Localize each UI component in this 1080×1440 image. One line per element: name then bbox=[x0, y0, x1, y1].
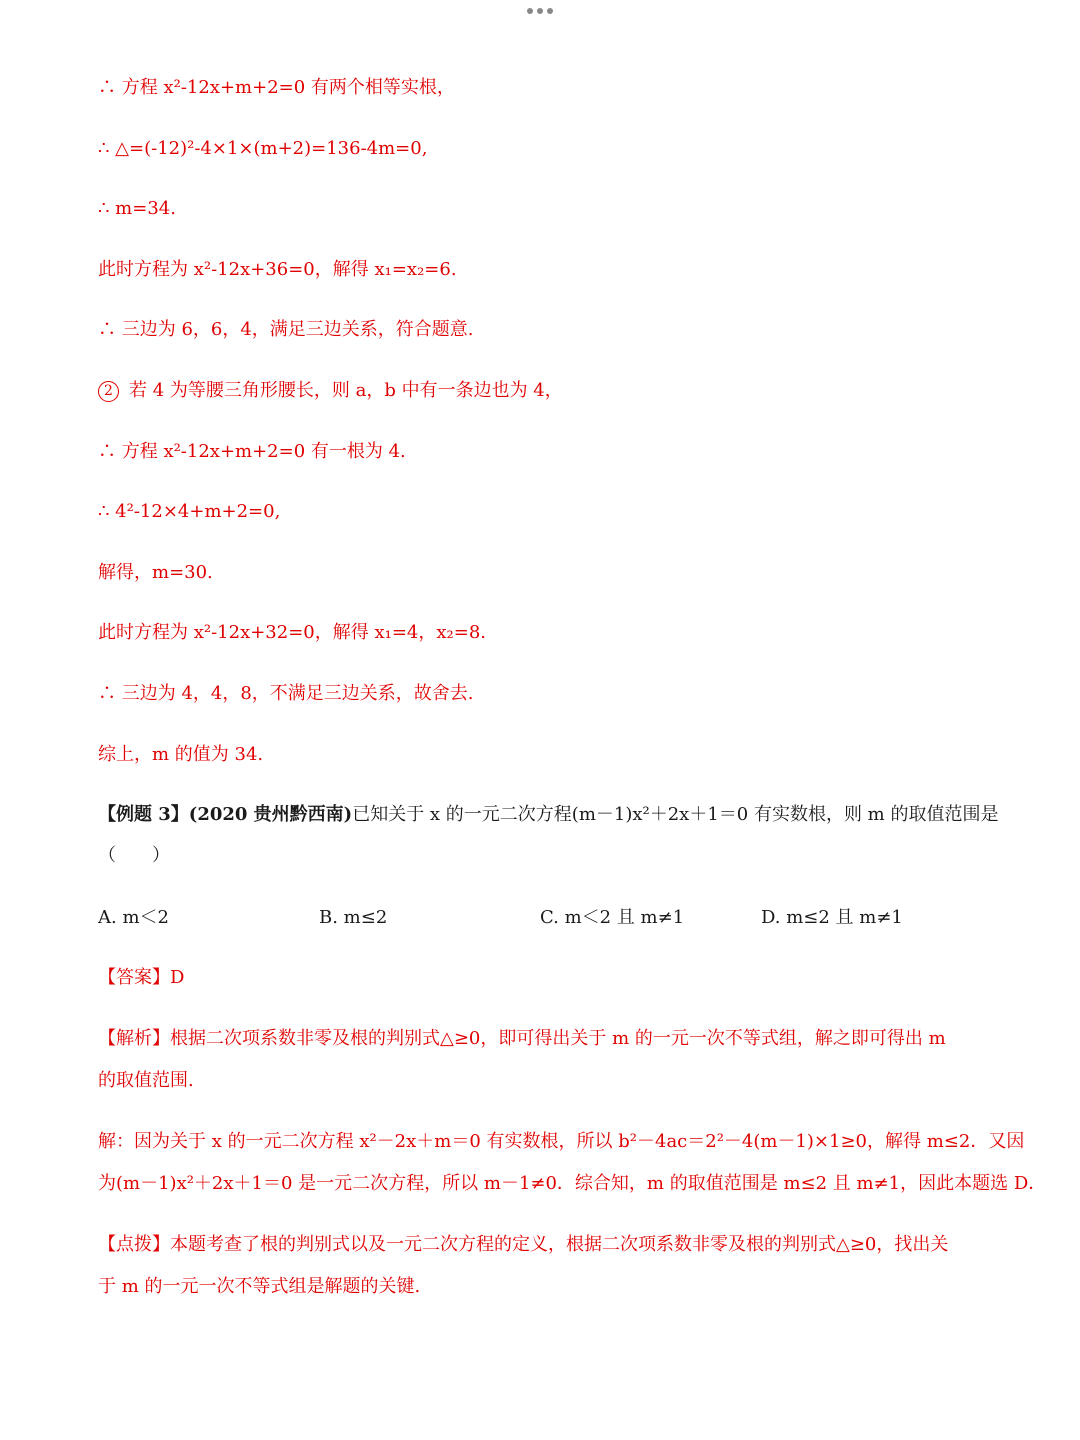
solution-line: ∴ △=(-12)²-4×1×(m+2)=136-4m=0, bbox=[98, 138, 428, 159]
circled-number: 2 bbox=[98, 381, 119, 402]
option-a: A. m＜2 bbox=[98, 907, 169, 928]
options-row bbox=[98, 905, 998, 931]
analysis-line bbox=[98, 1026, 946, 1052]
analysis-label: 【解析】 bbox=[98, 1028, 170, 1049]
case-two-line bbox=[98, 378, 563, 404]
answer-value: D bbox=[170, 967, 185, 988]
option-c: C. m＜2 且 m≠1 bbox=[540, 907, 685, 928]
solution-paragraph-line: 为(m－1)x²＋2x＋1＝0 是一元二次方程，所以 m－1≠0．综合知，m 的取值范围是 m≤2 且 m≠1，因此本题选 D． bbox=[98, 1173, 1047, 1194]
tip-line bbox=[98, 1232, 948, 1258]
answer-line bbox=[98, 965, 184, 991]
analysis-line: 的取值范围. bbox=[98, 1070, 194, 1091]
dot bbox=[537, 8, 543, 14]
solution-line: ∴ 三边为 6，6，4，满足三边关系，符合题意. bbox=[98, 319, 474, 340]
tip-label: 【点拨】 bbox=[98, 1234, 170, 1255]
solution-paragraph-line: 解：因为关于 x 的一元二次方程 x²－2x＋m＝0 有实数根，所以 b²－4ac＝2²－4(m－1)×1≥0，解得 m≤2．又因 bbox=[98, 1131, 1025, 1152]
case-two-text: 若 4 为等腰三角形腰长，则 a，b 中有一条边也为 4， bbox=[129, 380, 563, 401]
tip-line: 于 m 的一元一次不等式组是解题的关键. bbox=[98, 1276, 421, 1297]
solution-line-suffix: 有两个相等实根， bbox=[305, 77, 455, 98]
dot bbox=[527, 8, 533, 14]
solution-line: ∴ 三边为 4，4，8，不满足三边关系，故舍去. bbox=[98, 683, 474, 704]
solution-line: ∴ 4²-12×4+m+2=0, bbox=[98, 501, 281, 522]
dot bbox=[547, 8, 553, 14]
ellipsis-icon[interactable] bbox=[527, 8, 553, 14]
answer-label: 【答案】 bbox=[98, 967, 170, 988]
example-question bbox=[98, 802, 998, 828]
tip-text: 本题考查了根的判别式以及一元二次方程的定义，根据二次项系数非零及根的判别式△≥0，找出关 bbox=[170, 1234, 949, 1255]
solution-line-prefix: ∴ 方程 bbox=[98, 77, 164, 98]
example-question-text: 已知关于 x 的一元二次方程(m－1)x²＋2x＋1＝0 有实数根，则 m 的取值范围是 bbox=[352, 804, 999, 825]
analysis-text: 根据二次项系数非零及根的判别式△≥0，即可得出关于 m 的一元一次不等式组，解之即可得出 m bbox=[170, 1028, 946, 1049]
conclusion-line: 综上，m 的值为 34. bbox=[98, 744, 264, 765]
solution-line: 解得，m=30. bbox=[98, 562, 213, 583]
solution-line: ∴ 方程 x²-12x+m+2=0 有一根为 4. bbox=[98, 441, 406, 462]
solution-line: 此时方程为 x²-12x+32=0，解得 x₁=4，x₂=8. bbox=[98, 622, 486, 643]
equation: x²-12x+m+2=0 bbox=[163, 77, 306, 98]
option-b: B. m≤2 bbox=[319, 907, 388, 928]
solution-line bbox=[98, 75, 455, 101]
example-source: (2020 贵州黔西南) bbox=[188, 804, 353, 825]
example-tag: 【例题 3】 bbox=[98, 804, 189, 825]
solution-line: 此时方程为 x²-12x+36=0，解得 x₁=x₂=6. bbox=[98, 259, 457, 280]
answer-blank: （ ） bbox=[98, 845, 170, 866]
option-d: D. m≤2 且 m≠1 bbox=[761, 907, 903, 928]
solution-line: ∴ m=34. bbox=[98, 198, 176, 219]
